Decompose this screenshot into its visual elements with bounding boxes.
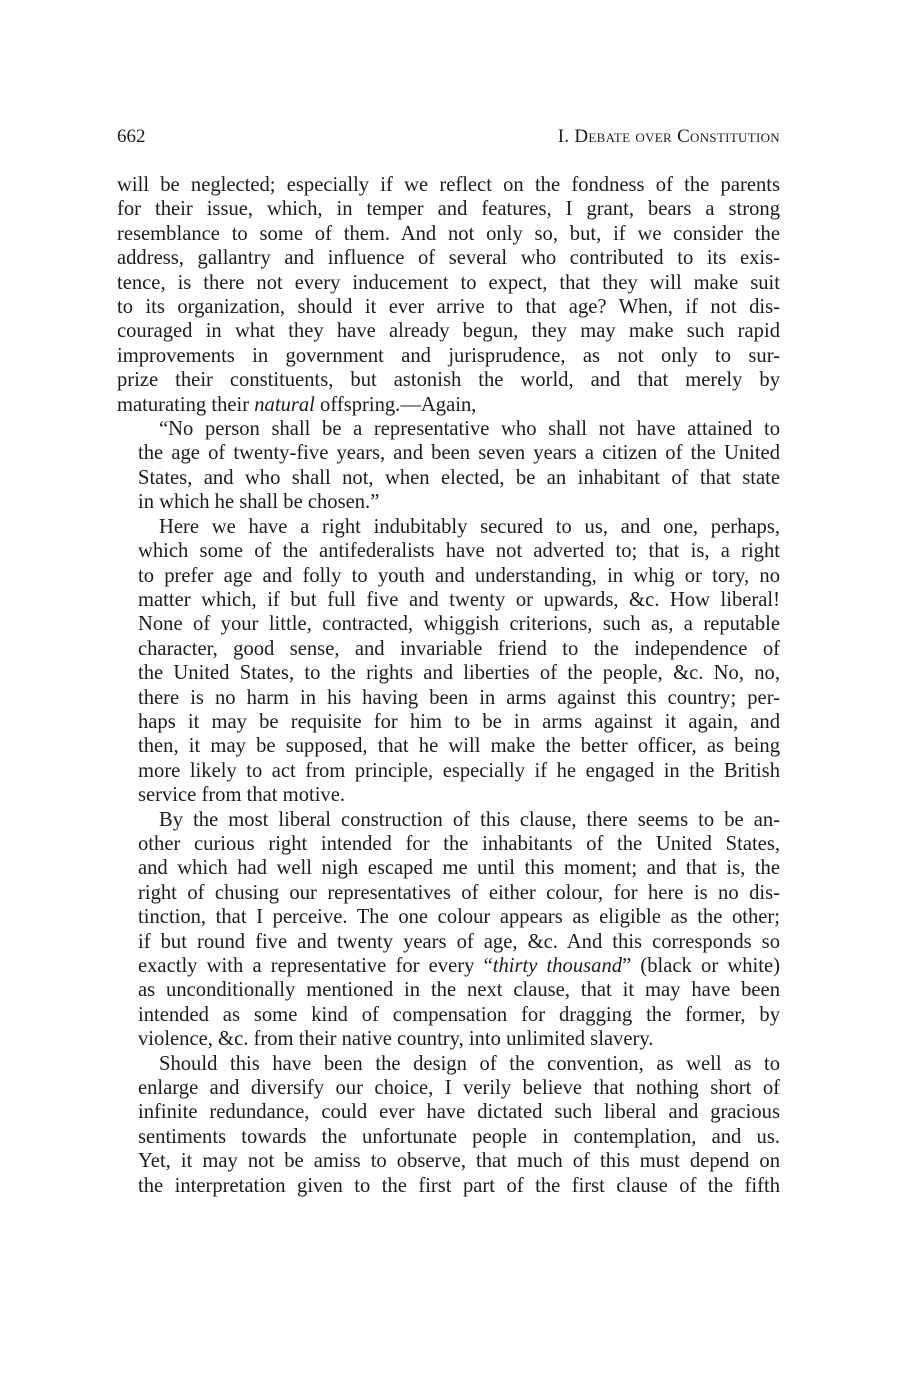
paragraph — [117, 515, 780, 808]
text-line: address, gallantry and influence of several who contributed to its exis- — [117, 247, 780, 270]
body-text — [117, 173, 780, 1198]
text-line: right of chusing our representatives of either colour, for here is no dis- — [138, 881, 780, 904]
text-line: By the most liberal construction of this clause, there seems to be an- — [159, 808, 780, 831]
text-line: improvements in government and jurisprudence, as not only to sur- — [117, 344, 780, 367]
text-line: the age of twenty-five years, and been seven years a citizen of the United — [138, 442, 780, 465]
text-line: to its organization, should it ever arrive to that age? When, if not dis- — [117, 296, 780, 319]
text-line: infinite redundance, could ever have dictated such liberal and gracious — [138, 1101, 780, 1124]
text-line: tence, is there not every inducement to expect, that they will make suit — [117, 271, 780, 294]
text-line: resemblance to some of them. And not only so, but, if we consider the — [117, 222, 780, 245]
text-line: more likely to act from principle, especially if he engaged in the British — [138, 759, 780, 782]
paragraph-quotation — [117, 417, 780, 515]
text-line: which some of the antifederalists have not adverted to; that is, a right — [138, 540, 780, 563]
text-segment: offspring.—Again, — [314, 393, 477, 416]
text-line: then, it may be supposed, that he will make the better officer, as being — [138, 735, 780, 758]
text-line: Should this have been the design of the convention, as well as to — [159, 1052, 780, 1075]
text-segment: ” (black or white) — [622, 955, 780, 977]
text-line: for their issue, which, in temper and features, I grant, bears a strong — [117, 198, 780, 221]
text-line: matter which, if but full five and twenty or upwards, &c. How liberal! — [138, 588, 780, 611]
text-line: to prefer age and folly to youth and understanding, in whig or tory, no — [138, 564, 780, 587]
text-line: Here we have a right indubitably secured to us, and one, perhaps, — [159, 515, 780, 538]
text-line: service from that motive. — [138, 784, 346, 807]
text-line: enlarge and diversify our choice, I verily believe that nothing short of — [138, 1077, 780, 1100]
text-line: None of your little, contracted, whiggish criterions, such as, a reputable — [138, 613, 780, 636]
text-line: the United States, to the rights and liberties of the people, &c. No, no, — [138, 662, 780, 685]
text-line: other curious right intended for the inhabitants of the United States, — [138, 832, 780, 855]
text-line: in which he shall be chosen.” — [138, 491, 380, 514]
text-line: and which had well nigh escaped me until this moment; and that is, the — [138, 857, 780, 880]
page-number: 662 — [117, 126, 146, 147]
italic-word: natural — [254, 393, 315, 416]
text-line: tinction, that I perceive. The one colour appears as eligible as the other; — [138, 906, 780, 929]
text-line: prize their constituents, but astonish the world, and that merely by — [117, 369, 780, 392]
text-segment: maturating their — [117, 393, 255, 416]
paragraph — [117, 808, 780, 1052]
text-line — [117, 954, 780, 978]
italic-phrase: thirty thousand — [492, 955, 623, 977]
paragraph-continuation — [117, 173, 780, 417]
text-line: the interpretation given to the first part of the first clause of the fifth — [138, 1174, 780, 1197]
text-line — [117, 393, 780, 417]
text-line: “No person shall be a representative who shall not have attained to — [159, 418, 780, 441]
text-line: intended as some kind of compensation for dragging the former, by — [138, 1003, 780, 1026]
chapter-title: I. Debate over Constitution — [557, 126, 780, 147]
text-line: if but round five and twenty years of age, &c. And this corresponds so — [138, 930, 780, 953]
text-line: Yet, it may not be amiss to observe, that much of this must depend on — [138, 1150, 780, 1173]
text-line: character, good sense, and invariable friend to the independence of — [138, 637, 780, 660]
paragraph — [117, 1052, 780, 1198]
text-line: violence, &c. from their native country, into unlimited slavery. — [138, 1028, 654, 1051]
text-line: States, and who shall not, when elected, be an inhabitant of that state — [138, 466, 780, 489]
text-line: there is no harm in his having been in arms against this country; per- — [138, 686, 780, 709]
text-line: as unconditionally mentioned in the next clause, that it may have been — [138, 979, 780, 1002]
running-head — [117, 124, 780, 150]
text-line: sentiments towards the unfortunate people in contemplation, and us. — [138, 1125, 780, 1148]
text-line: couraged in what they have already begun, they may make such rapid — [117, 320, 780, 343]
text-line: haps it may be requisite for him to be in arms against it again, and — [138, 710, 780, 733]
text-line: will be neglected; especially if we reflect on the fondness of the parents — [117, 174, 780, 196]
text-segment: exactly with a representative for every “ — [138, 955, 493, 977]
